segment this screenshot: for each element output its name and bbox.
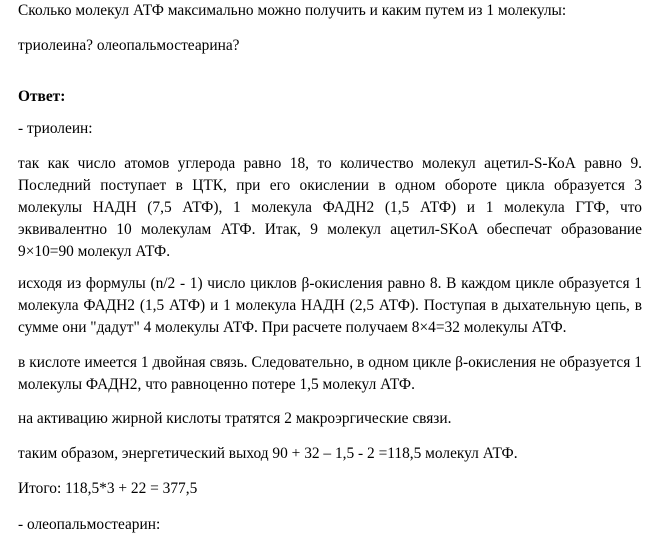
paragraph-activation: на активацию жирной кислоты тратятся 2 макроэргические связи. (18, 410, 452, 427)
question-line-2: триолеина? олеопальмостеарина? (18, 37, 240, 54)
paragraph-energy-yield: таким образом, энергетический выход 90 + 32 – 1,5 - 2 =118,5 молекул АТФ. (18, 445, 518, 462)
paragraph-beta-oxidation: исходя из формулы (n/2 - 1) число циклов β-окисления равно 8. В каждом цикле образуется 1 молекула ФАДН2 (1,5 АТФ) и 1 молекула НАДН (2,5 АТФ). Поступая в дыхательную цепь, в сумме они "дадут" 4 молекулы АТФ. При расчете получаем 8×4=32 молекулы АТФ. (18, 275, 642, 336)
document-body (18, 0, 642, 536)
answer-label: Ответ: (18, 88, 66, 105)
paragraph-double-bond: в кислоте имеется 1 двойная связь. Следовательно, в одном цикле β-окисления не образуется 1 молекулы ФАДН2, что равноценно потере 1,5 молекул АТФ. (18, 354, 642, 393)
paragraph-acetyl-coa: так как число атомов углерода равно 18, то количество молекул ацетил-S-КоА равно 9. Последний поступает в ЦТК, при его окислении в одном обороте цикла образуется 3 молекулы НАДН (7,5 АТФ), 1 молекула ФАДН2 (1,5 АТФ) и 1 молекула ГТФ, что эквивалентно 10 молекулам АТФ. Итак, 9 молекул ацетил-SKoA обеспечат образование 9×10=90 молекул АТФ. (18, 155, 642, 260)
question-line-1: Сколько молекул АТФ максимально можно получить и каким путем из 1 молекулы: (18, 2, 567, 19)
section-heading-oleopalmitostearin: - олеопальмостеарин: (18, 516, 161, 533)
section-heading-triolein: - триолеин: (18, 120, 93, 137)
total-line: Итого: 118,5*3 + 22 = 377,5 (18, 480, 198, 497)
